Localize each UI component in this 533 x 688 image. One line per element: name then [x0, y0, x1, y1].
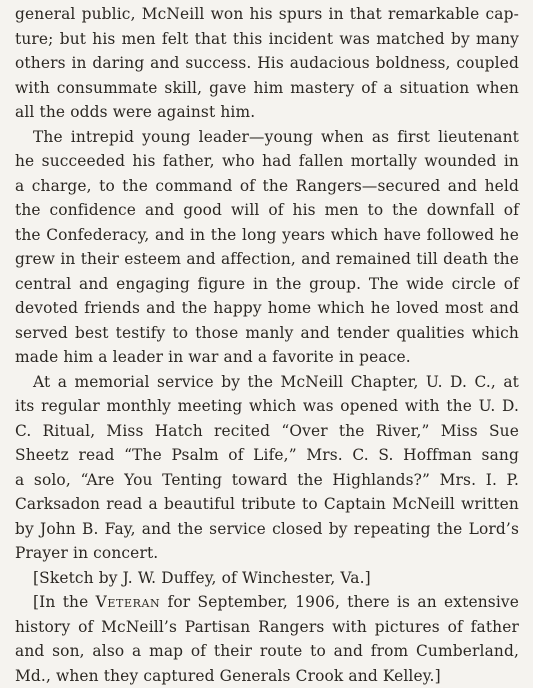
text-line: the Confederacy, and in the long years which have followed he: [15, 223, 519, 248]
paragraph-1: [15, 2, 519, 125]
text-line: its regular monthly meeting which was opened with the U. D.: [15, 394, 519, 419]
text-line: all the odds were against him.: [15, 100, 519, 125]
text-line: The intrepid young leader—young when as first lieutenant: [15, 125, 519, 150]
text-line: Md., when they captured Generals Crook and Kelley.]: [15, 664, 519, 688]
text-line: and son, also a map of their route to and from Cumberland,: [15, 639, 519, 664]
text-line: general public, McNeill won his spurs in that remarkable cap-: [15, 2, 519, 27]
paragraph-2: [15, 125, 519, 370]
text-line: others in daring and success. His audacious boldness, coupled: [15, 51, 519, 76]
text-line: ture; but his men felt that this incident was matched by many: [15, 27, 519, 52]
text-line: central and engaging figure in the group. The wide circle of: [15, 272, 519, 297]
text-line: made him a leader in war and a favorite in peace.: [15, 345, 519, 370]
text-line: [15, 590, 519, 615]
paragraph-5: [15, 590, 519, 688]
text-line: devoted friends and the happy home which he loved most and: [15, 296, 519, 321]
paragraph-3: [15, 370, 519, 566]
text-line: At a memorial service by the McNeill Chapter, U. D. C., at: [15, 370, 519, 395]
text-line: served best testify to those manly and tender qualities which: [15, 321, 519, 346]
text-line: Prayer in concert.: [15, 541, 519, 566]
sketch-credit: [Sketch by J. W. Duffey, of Winchester, Va.]: [15, 566, 519, 591]
paragraph-4: [15, 566, 519, 591]
text-line: history of McNeill’s Partisan Rangers with pictures of father: [15, 615, 519, 640]
text-line: with consummate skill, gave him mastery of a situation when: [15, 76, 519, 101]
text-fragment: for September, 1906, there is an extensive: [160, 593, 519, 611]
text-fragment: [In the: [33, 593, 96, 611]
document-page: [15, 2, 519, 688]
text-line: a charge, to the command of the Rangers—secured and held: [15, 174, 519, 199]
text-line: Sheetz read “The Psalm of Life,” Mrs. C. S. Hoffman sang: [15, 443, 519, 468]
veteran-title: Veteran: [96, 593, 161, 611]
text-line: by John B. Fay, and the service closed by repeating the Lord’s: [15, 517, 519, 542]
text-line: the confidence and good will of his men to the downfall of: [15, 198, 519, 223]
text-line: Carksadon read a beautiful tribute to Captain McNeill written: [15, 492, 519, 517]
text-line: grew in their esteem and affection, and remained till death the: [15, 247, 519, 272]
text-line: he succeeded his father, who had fallen mortally wounded in: [15, 149, 519, 174]
text-line: C. Ritual, Miss Hatch recited “Over the River,” Miss Sue: [15, 419, 519, 444]
text-line: a solo, “Are You Tenting toward the Highlands?” Mrs. I. P.: [15, 468, 519, 493]
